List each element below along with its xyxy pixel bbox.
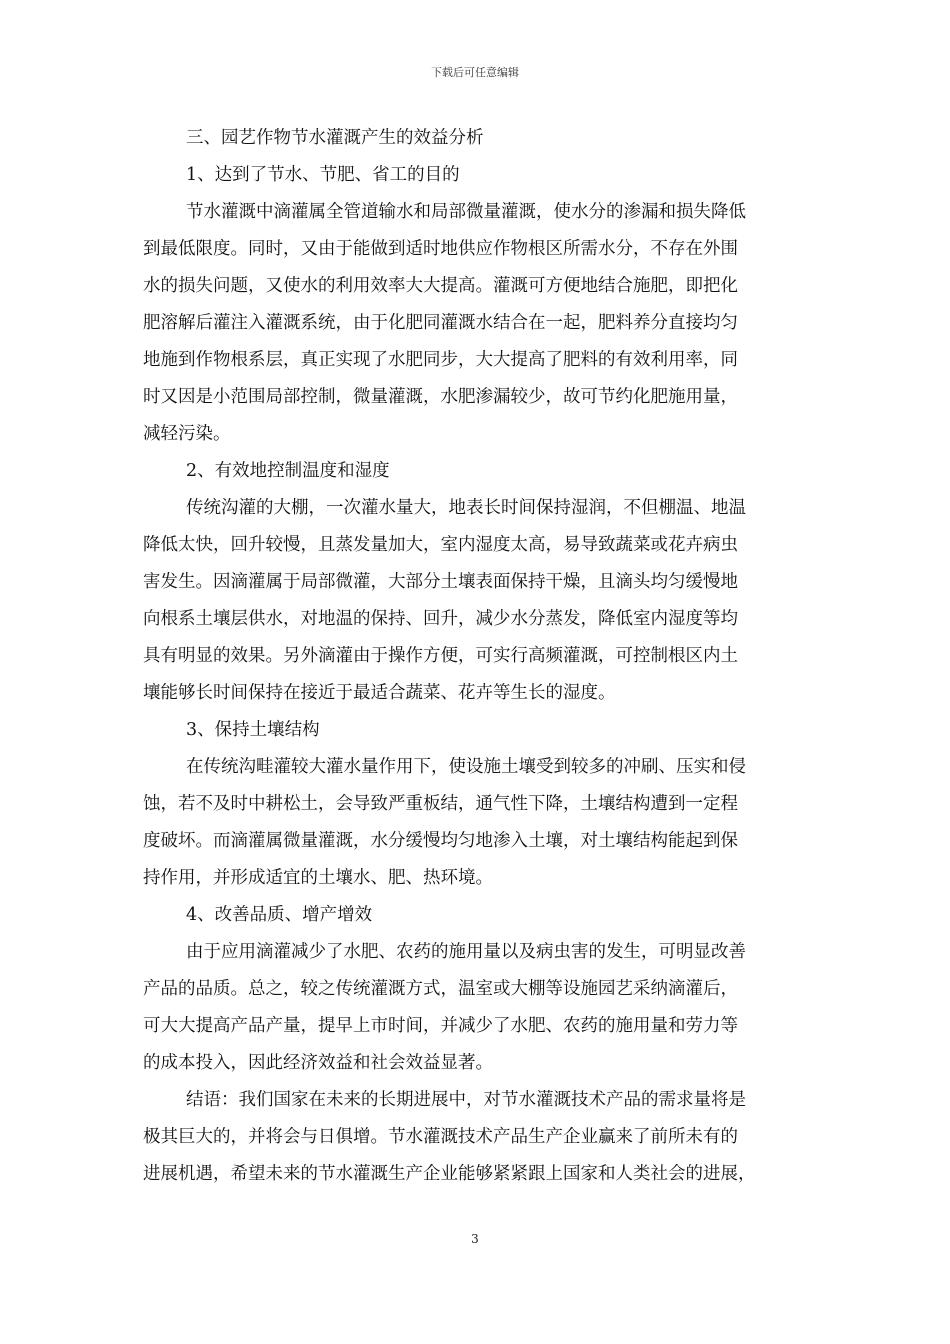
text-line: 在传统沟畦灌较大灌水量作用下，使设施土壤受到较多的冲刷、压实和侵 bbox=[186, 757, 746, 777]
text-line: 节水灌溉中滴灌属全管道输水和局部微量灌溉，使水分的渗漏和损失降低 bbox=[186, 202, 746, 222]
text-line: 减轻污染。 bbox=[143, 424, 231, 444]
text-line: 害发生。因滴灌属于局部微灌，大部分土壤表面保持干燥，且滴头均匀缓慢地 bbox=[143, 572, 738, 592]
text-line: 可大大提高产品产量，提早上市时间，并减少了水肥、农药的施用量和劳力等 bbox=[143, 1016, 738, 1036]
text-line: 蚀，若不及时中耕松土，会导致严重板结，通气性下降，土壤结构遭到一定程 bbox=[143, 794, 738, 814]
text-line: 产品的品质。总之，较之传统灌溉方式，温室或大棚等设施园艺采纳滴灌后， bbox=[143, 979, 738, 999]
text-line: 1、达到了节水、节肥、省工的目的 bbox=[186, 165, 460, 185]
text-line: 持作用，并形成适宜的土壤水、肥、热环境。 bbox=[143, 868, 493, 888]
text-line: 向根系土壤层供水，对地温的保持、回升，减少水分蒸发，降低室内湿度等均 bbox=[143, 609, 738, 629]
text-line: 2、有效地控制温度和湿度 bbox=[186, 461, 390, 481]
text-line: 时又因是小范围局部控制，微量灌溉，水肥渗漏较少，故可节约化肥施用量， bbox=[143, 387, 738, 407]
text-line: 进展机遇，希望未来的节水灌溉生产企业能够紧紧跟上国家和人类社会的进展， bbox=[143, 1164, 756, 1184]
text-line: 的成本投入，因此经济效益和社会效益显著。 bbox=[143, 1053, 493, 1073]
page-header: 下载后可任意编辑 bbox=[431, 66, 519, 79]
text-line: 极其巨大的，并将会与日俱增。节水灌溉技术产品生产企业赢来了前所未有的 bbox=[143, 1127, 738, 1147]
text-line: 4、改善品质、增产增效 bbox=[186, 905, 373, 925]
text-line: 肥溶解后灌注入灌溉系统，由于化肥同灌溉水结合在一起，肥料养分直接均匀 bbox=[143, 313, 738, 333]
text-line: 结语：我们国家在未来的长期进展中，对节水灌溉技术产品的需求量将是 bbox=[186, 1090, 746, 1110]
text-line: 由于应用滴灌减少了水肥、农药的施用量以及病虫害的发生，可明显改善 bbox=[186, 942, 746, 962]
text-line: 壤能够长时间保持在接近于最适合蔬菜、花卉等生长的湿度。 bbox=[143, 683, 616, 703]
text-line: 三、园艺作物节水灌溉产生的效益分析 bbox=[186, 128, 484, 148]
text-line: 到最低限度。同时，又由于能做到适时地供应作物根区所需水分，不存在外围 bbox=[143, 239, 738, 259]
text-line: 水的损失问题，又使水的利用效率大大提高。灌溉可方便地结合施肥，即把化 bbox=[143, 276, 738, 296]
document-body bbox=[143, 120, 811, 1193]
text-line: 地施到作物根系层，真正实现了水肥同步，大大提高了肥料的有效利用率，同 bbox=[143, 350, 738, 370]
text-line: 3、保持土壤结构 bbox=[186, 720, 320, 740]
text-line: 降低太快，回升较慢，且蒸发量加大，室内湿度太高，易导致蔬菜或花卉病虫 bbox=[143, 535, 738, 555]
page-number: 3 bbox=[471, 1232, 479, 1246]
text-line: 传统沟灌的大棚，一次灌水量大，地表长时间保持湿润，不但棚温、地温 bbox=[186, 498, 746, 518]
text-line: 具有明显的效果。另外滴灌由于操作方便，可实行高频灌溉，可控制根区内土 bbox=[143, 646, 738, 666]
text-line: 度破坏。而滴灌属微量灌溉，水分缓慢均匀地渗入土壤，对土壤结构能起到保 bbox=[143, 831, 738, 851]
